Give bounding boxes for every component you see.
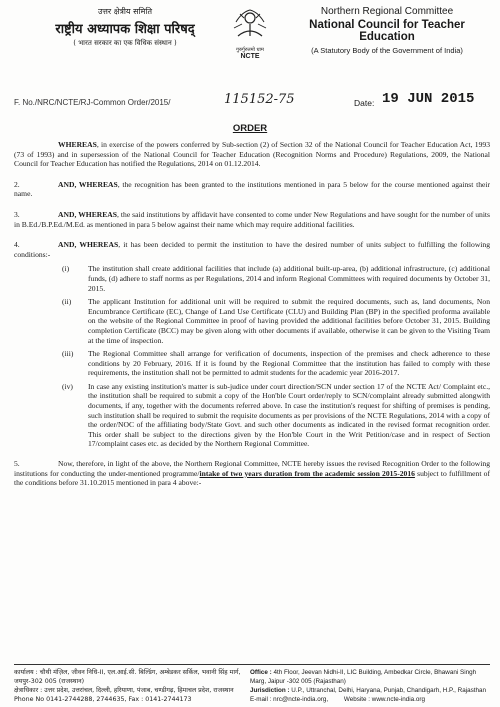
paragraph-1: [14, 140, 490, 169]
paragraph-1-lead: WHEREAS: [58, 140, 97, 149]
paragraph-2-text: , the recognition has been granted to the institutions mentioned in para 5 below for the course mentioned against their name.: [14, 179, 490, 199]
paragraph-3-number: 3.: [14, 209, 20, 219]
condition-3-number: (iii): [62, 349, 74, 359]
paragraph-5-text-a: Now, therefore, in light of the above, the Northern Regional Committee, NCTE hereby issues the revised Recognition Order to the following institutions for conducting the under-mentioned programme/: [14, 459, 490, 478]
english-subtitle: (A Statutory Body of the Government of India): [311, 46, 463, 55]
paragraph-4-text: , it has been decided to permit the institution to have the desired number of units subject to fulfilling the following conditions:-: [14, 240, 491, 259]
logo-motto: गुरुर्गुरुतमो धाम: [236, 47, 264, 53]
footer-contact: [250, 695, 492, 704]
footer-jurisdiction-text: U.P., Uttranchal, Delhi, Haryana, Punjab, Chandigarh, H.P., Rajasthan: [289, 687, 487, 694]
footer-phone: Phone No 0141-2744288, 2744635, Fax : 0141-2744173: [14, 696, 192, 703]
reference-line: [14, 91, 492, 114]
paragraph-2-number: 2.: [14, 179, 20, 189]
logo-abbreviation: NCTE: [240, 53, 260, 60]
footer-office: [250, 668, 492, 686]
date-label: Date:: [354, 98, 375, 108]
condition-1-number: (i): [62, 264, 70, 274]
ncte-emblem-icon: [230, 6, 270, 42]
footer-jurisdiction: [250, 686, 492, 695]
condition-2-text: The applicant Institution for additional unit will be required to submit the required documents, such as, land documents, Non Encumbrance Certificate (EC), Change of Land Use Certificate (CLU) and Building Plan (BP) in the specified proforma available on the website of the Regional Committee in proof of having provided the additional facilities before October 31, 2015. Building completion Certificate (BCC) may be given along with other documents if available, otherwise it can be given to the Visiting Team at the time of inspection.: [88, 297, 490, 345]
condition-2: [14, 297, 490, 345]
paragraph-5-number: 5.: [14, 459, 20, 469]
paragraph-3: [14, 210, 490, 229]
condition-4: [14, 382, 490, 449]
english-header: [282, 6, 492, 55]
footer-email: E-mail : nrc@ncte-india.org,: [250, 696, 329, 703]
paragraph-4-number: 4.: [14, 240, 20, 250]
letterhead-footer: [14, 664, 490, 703]
handwritten-number: 115152-75: [224, 92, 295, 107]
ncte-logo: [226, 6, 274, 58]
order-title: ORDER: [232, 123, 268, 134]
paragraph-5-text-b: subject to fulfillment of the conditions before 31.10.2015 mentioned in para 4 above:-: [14, 468, 490, 488]
paragraph-4: [14, 240, 490, 259]
paragraph-2-lead: AND, WHEREAS: [58, 179, 118, 189]
footer-office-text: 4th Floor, Jeevan Nidhi-II, LIC Building, Ambedkar Circle, Bhawani Singh Marg, Jaipur -302 005 (Rajasthan): [250, 669, 477, 685]
condition-2-number: (ii): [62, 297, 72, 307]
hindi-council-name: राष्ट्रीय अध्यापक शिक्षा परिषद्: [55, 22, 195, 37]
file-number: F. No./NRC/NCTE/RJ-Common Order/2015/: [14, 98, 171, 107]
paragraph-3-lead: AND, WHEREAS: [58, 209, 118, 219]
hindi-subtitle: ( भारत सरकार का एक विधिक संस्थान ): [73, 39, 177, 47]
condition-1-text: The institution shall create additional facilities that include (a) additional built-up-area, (b) additional infrastructure, (c) additional funds, (d) adhere to staff norms as per Regulations, 2014 and inform Regional Committees with required documents by October 31, 2015.: [88, 264, 490, 293]
footer-hindi: [14, 668, 249, 704]
condition-4-number: (iv): [62, 381, 73, 391]
hindi-header: [30, 6, 220, 48]
paragraph-5-underlined: intake of two years duration from the academic session 2015-2016: [199, 468, 415, 478]
footer-website: Website : www.ncte-india.org: [343, 696, 425, 703]
paragraph-3-text: , the said institutions by affidavit have consented to come under New Regulations and have sought for the number of units in B.Ed./B.P.Ed./M.Ed. as mentioned in para 5 below against their name which may require additional facilities.: [14, 209, 490, 229]
paragraph-1-text: , in exercise of the powers conferred by Sub-section (2) of Section 32 of the National Council for Teacher Education Act, 1993 (73 of 1993) and in supersession of the National Council for Teacher Education (Recognition Norms and Procedure) Regulations, 2009, the National Council for Teacher Education has notified the Regulations, 2014 on 01.12.2014.: [14, 140, 490, 169]
footer-hindi-office: कार्यालय : चौथी मंज़िल, जीवन निधि-II, एल.आई.सी. बिल्डिंग, अम्बेडकर सर्किल, भवानी सिंह मार्ग, जयपुर-302 005 (राजस्थान): [14, 669, 241, 685]
hindi-committee-line: उत्तर क्षेत्रीय समिति: [97, 7, 153, 16]
order-body: [14, 140, 490, 499]
paragraph-5: [14, 459, 490, 488]
english-committee-line: Northern Regional Committee: [320, 6, 454, 17]
condition-3: [14, 349, 490, 378]
paragraph-2: [14, 180, 490, 199]
paragraph-4-lead: AND, WHEREAS: [58, 240, 119, 250]
condition-1: [14, 264, 490, 293]
footer-english: [250, 668, 492, 704]
footer-hindi-jurisdiction: क्षेत्राधिकार : उत्तर प्रदेश, उत्तरांचल, दिल्ली, हरियाणा, पंजाब, चण्डीगढ़, हिमाचल प्रदेश, राजस्थान: [14, 687, 234, 694]
date-stamp: 19 JUN 2015: [382, 91, 475, 107]
footer-office-label: Office :: [250, 669, 272, 676]
condition-3-text: The Regional Committee shall arrange for verification of documents, inspection of the premises and check adherence to these conditions by 20 February, 2016. If it is found by the Regional Committee that the institution has failed to comply with these requirements, the institution shall not be permitted to admit students for the academic year 2016-2017.: [88, 349, 490, 378]
english-council-name: National Council for Teacher Education: [309, 19, 465, 43]
condition-4-text: In case any existing institution's matter is sub-judice under court direction/SCN under section 17 of the NCTE Act/ Complaint etc., the institution shall be required to submit a copy of the Hon'ble Court order/reply to SCN/complaint already submitted alongwith documents, if any, together with the documents referred above. In case the institution's request for shifting of premises is pending, such institution shall be required to submit the requisite documents as per provisions of the NCTE Regulations, 2014 with a copy of the order/NOC of the affiliating body/State Govt. and such other documents as indicated in the revised format recognition order. This order shall be subject to the directions given by the Hon'ble Court in the Writ Petition/case and in respect of Section 17/complaint cases etc. as decided by the Northern Regional Committee.: [88, 381, 490, 449]
footer-jurisdiction-label: Jurisdiction :: [250, 687, 290, 694]
